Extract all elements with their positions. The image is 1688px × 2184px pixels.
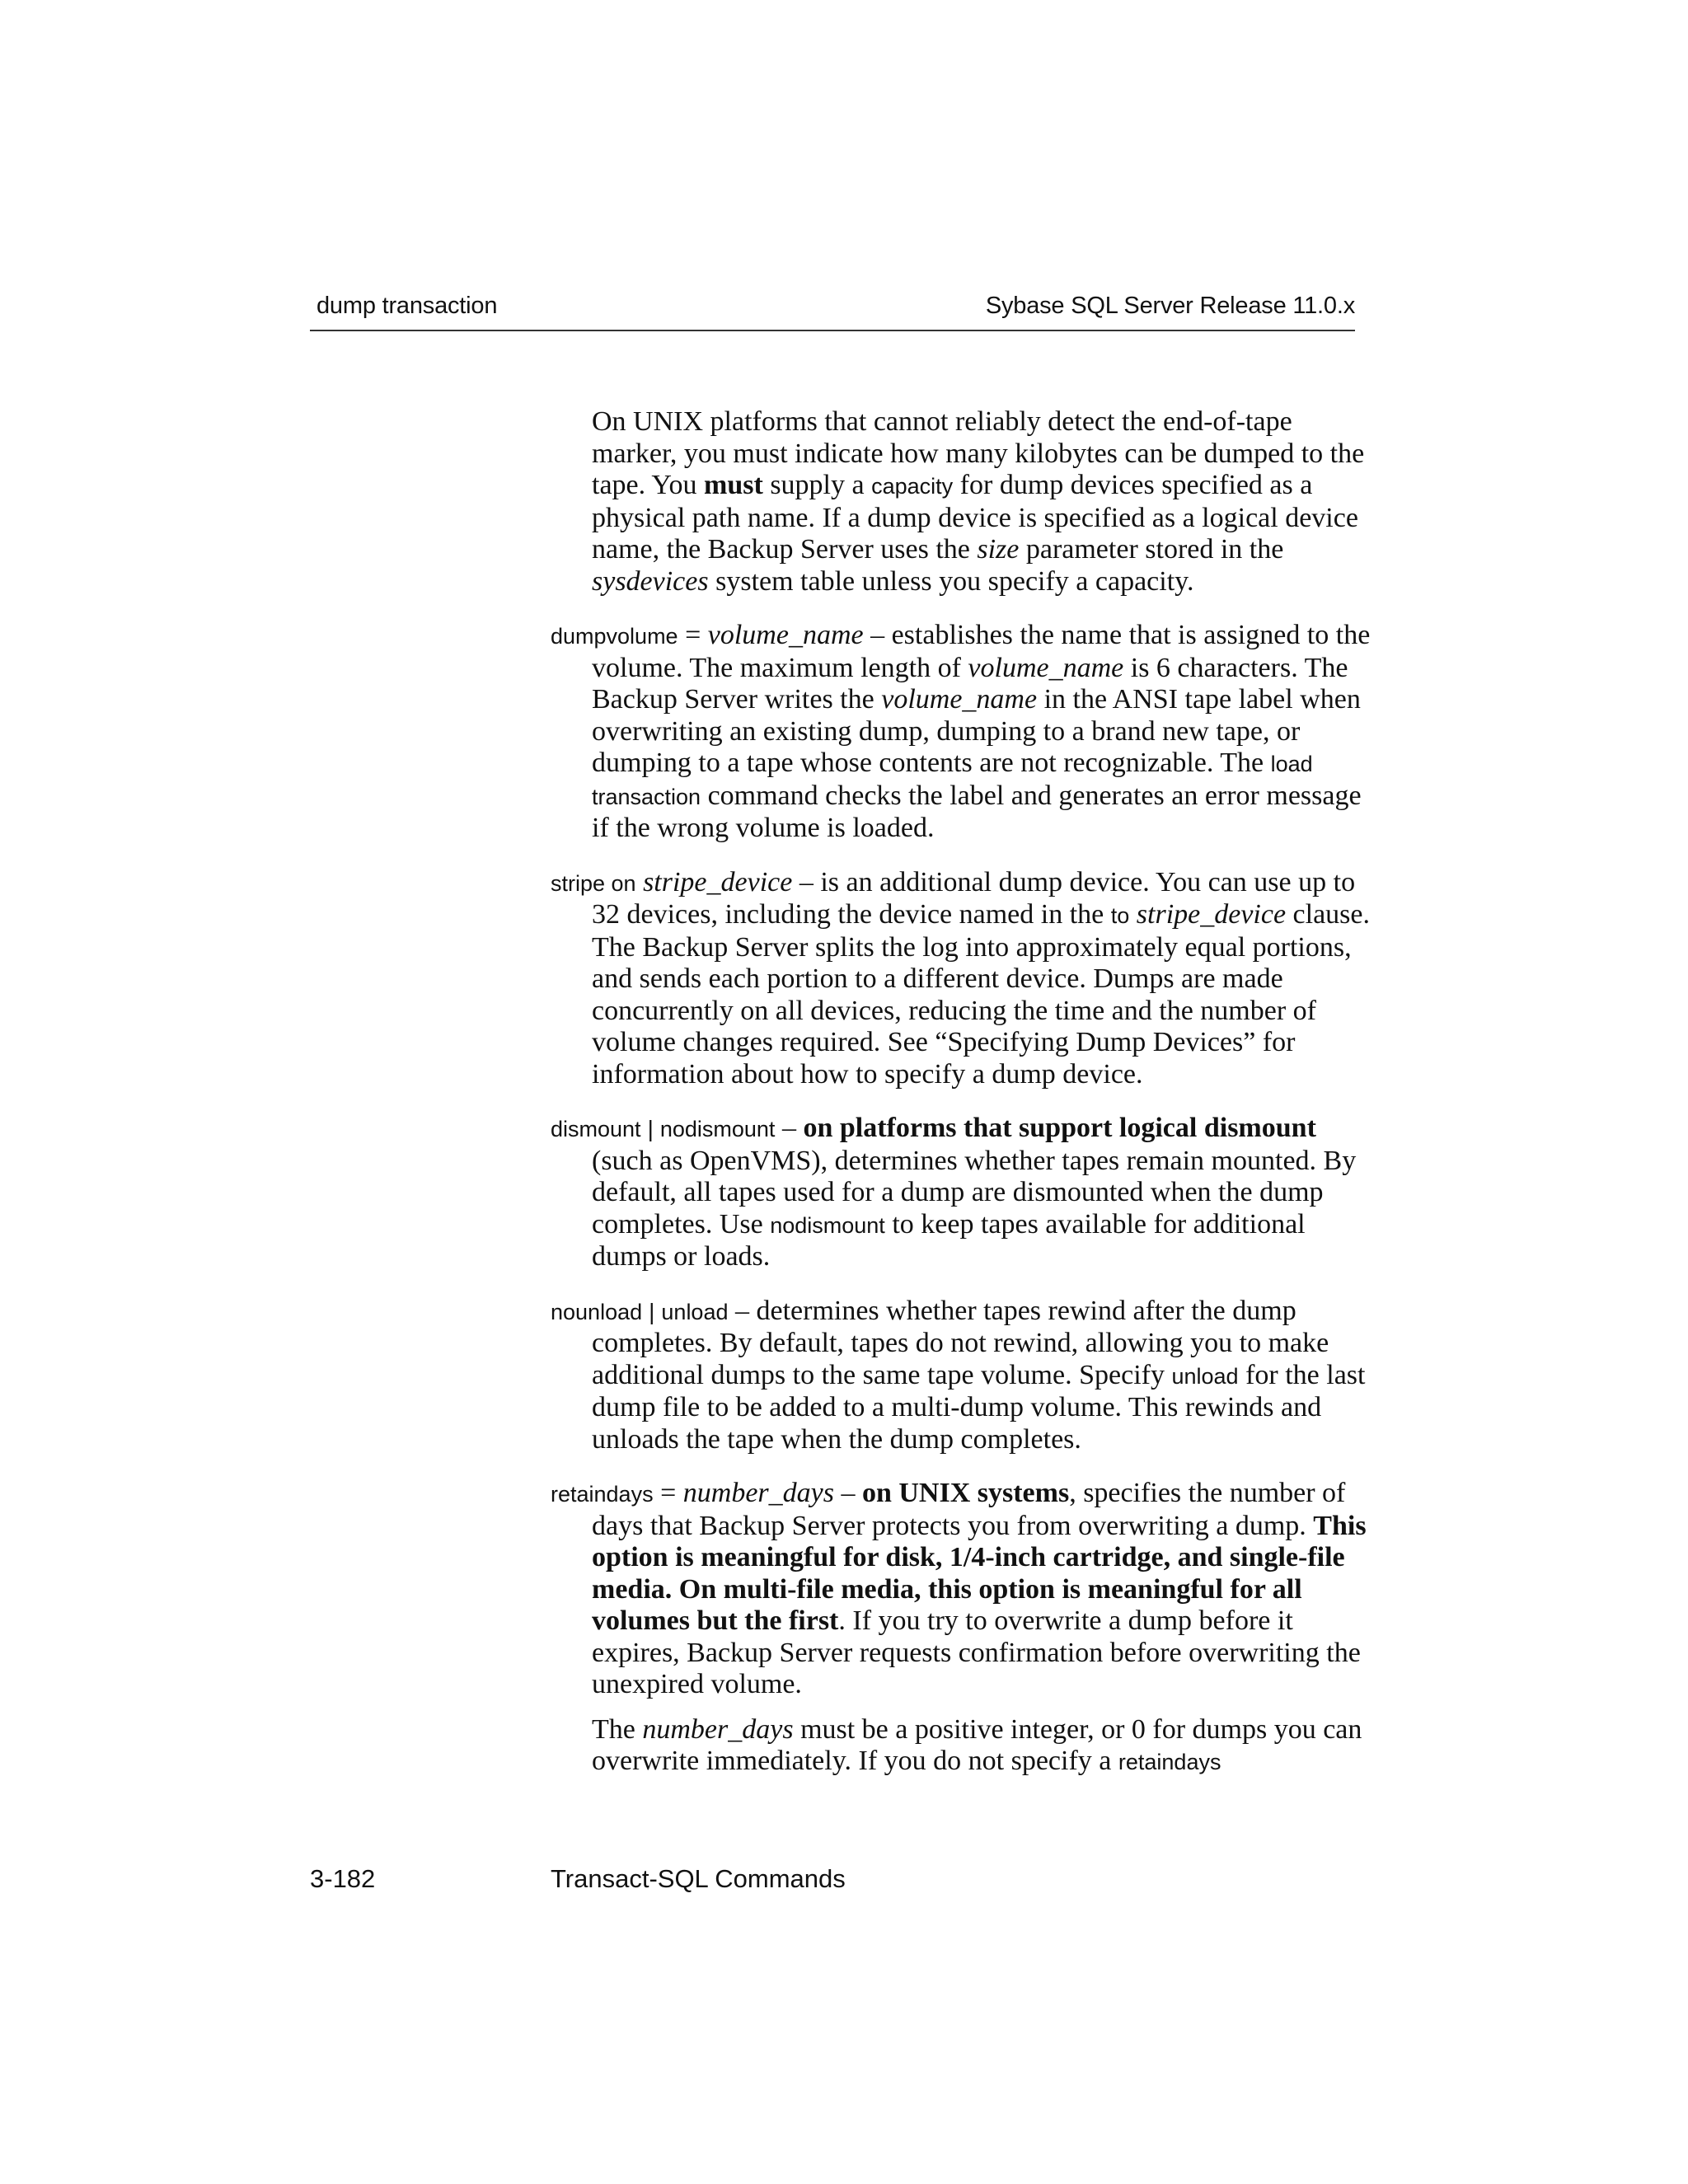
footer-page-number: 3-182 <box>310 1864 376 1893</box>
nodismount-keyword: nodismount <box>659 1117 776 1141</box>
nounload-keyword: nounload <box>551 1299 643 1324</box>
intro-paragraph: On UNIX platforms that cannot reliably detect the end-of-tape marker, you must indicate how many kilobytes can be dumped to the tape. You must supply a capacity for dump devices specified as a physical path name. If a dump device is specified as a logical device name, the Backup Server uses the size parameter stored in the sysdevices system table unless you specify a capacity. <box>592 406 1365 597</box>
dismount-keyword: dismount <box>551 1117 641 1141</box>
dumpvolume-keyword: dumpvolume <box>551 624 678 649</box>
footer-chapter-title: Transact-SQL Commands <box>551 1864 846 1893</box>
stripe-entry: stripe on stripe_device – is an additional dump device. You can use up to 32 devices, including the device named in the to stripe_device clause. The Backup Server splits the log into approximately equal portions, and sends each portion to a different device. Dumps are made concurrently on all devices, reducing the time and the number of volume changes required. See “Specifying Dump Devices” for information about how to specify a dump device. <box>551 866 1370 1090</box>
retaindays-entry: retaindays = number_days – on UNIX systems, specifies the number of days that Backup Server protects you from overwriting a dump. This option is meaningful for disk, 1/4-inch cartridge, and single-file media. On multi-file media, this option is meaningful for all volumes but the first. If you try to overwrite a dump before it expires, Backup Server requests confirmation before overwriting the unexpired volume. <box>551 1478 1367 1699</box>
dumpvolume-entry: dumpvolume = volume_name – establishes the name that is assigned to the volume. The maximum length of volume_name is 6 characters. The Backup Server writes the volume_name in the ANSI tape label when overwriting an existing dump, dumping to a brand new tape, or dumping to a tape whose contents are not recognizable. The load transaction command checks the label and generates an error message if the wrong volume is loaded. <box>551 620 1371 843</box>
unload-keyword: unload <box>661 1299 729 1324</box>
dismount-entry: dismount | nodismount – on platforms that support logical dismount (such as OpenVMS), determines whether tapes remain mounted. By default, all tapes used for a dump are dismounted when the dump completes. Use nodismount to keep tapes available for additional dumps or loads. <box>551 1113 1357 1272</box>
header-rule <box>310 330 1355 331</box>
header-product-release: Sybase SQL Server Release 11.0.x <box>985 293 1355 319</box>
nounload-entry: nounload | unload – determines whether tapes rewind after the dump completes. By default, tapes do not rewind, allowing you to make additional dumps to the same tape volume. Specify unload for the last dump file to be added to a multi-dump volume. This rewinds and unloads the tape when the dump completes. <box>551 1295 1366 1455</box>
retaindays-continuation: The number_days must be a positive integer, or 0 for dumps you can overwrite immediately. If you do not specify a retaindays <box>592 1713 1362 1776</box>
header-section-title: dump transaction <box>316 293 498 319</box>
retaindays-keyword: retaindays <box>551 1482 654 1507</box>
stripe-keyword: stripe on <box>551 870 636 896</box>
page-body <box>551 406 1375 1779</box>
running-header <box>316 293 1355 329</box>
